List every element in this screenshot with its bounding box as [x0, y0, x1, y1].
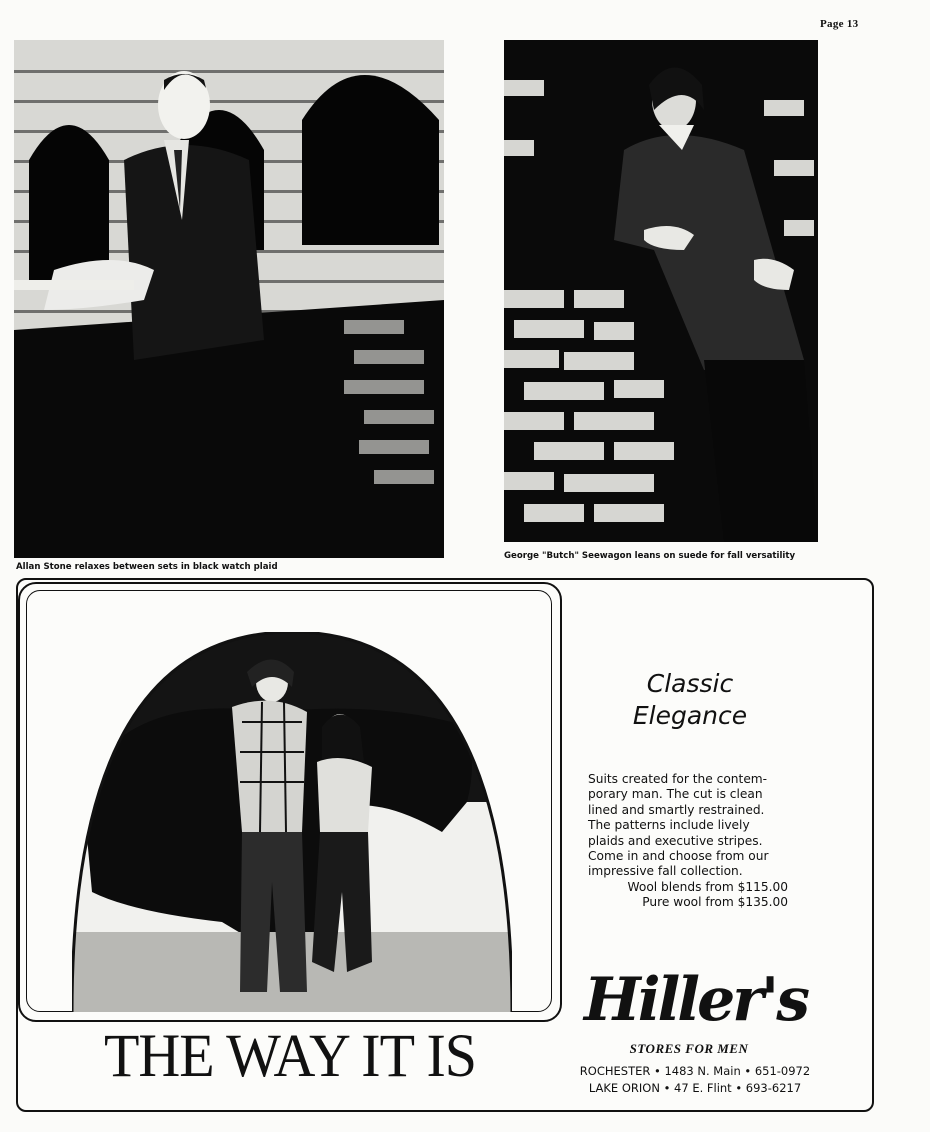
ad-body-line: lined and smartly restrained.	[588, 802, 765, 817]
ad-body-line: Suits created for the contem-	[588, 772, 768, 786]
page-number: Page 13	[820, 18, 859, 30]
hillers-logo-subtitle: STORES FOR MEN	[629, 1041, 749, 1056]
ad-body-line: The patterns include lively	[588, 818, 750, 833]
photo-allan-stone	[14, 40, 444, 558]
photo-butch-seewagon	[504, 40, 818, 542]
ad-headline-line-1: Classic	[646, 669, 734, 698]
ad-body-line: impressive fall collection.	[588, 864, 743, 879]
ad-price-wool-blends: Wool blends from $115.00	[627, 879, 788, 894]
ad-headline-line-2: Elegance	[632, 701, 748, 730]
ad-price-pure-wool: Pure wool from $135.00	[642, 895, 788, 910]
ad-headline	[590, 668, 790, 732]
store-address-rochester: ROCHESTER • 1483 N. Main • 651-0972	[579, 1064, 811, 1078]
ad-body-line: Come in and choose from our	[588, 849, 769, 864]
hillers-logo: Hiller's	[584, 965, 808, 1035]
photo-caption-right: George "Butch" Seewagon leans on suede for fall versatility	[504, 551, 796, 561]
ad-tagline: THE WAY IT IS	[103, 1021, 477, 1090]
store-address-lake-orion: LAKE ORION • 47 E. Flint • 693-6217	[588, 1081, 802, 1095]
photo-caption-left: Allan Stone relaxes between sets in black watch plaid	[16, 562, 278, 572]
ad-photo-couple-with-horse	[72, 632, 512, 1012]
ad-body-line: plaids and executive stripes.	[588, 833, 763, 848]
ad-body-copy	[588, 772, 788, 911]
ad-body-line: porary man. The cut is clean	[588, 787, 763, 802]
